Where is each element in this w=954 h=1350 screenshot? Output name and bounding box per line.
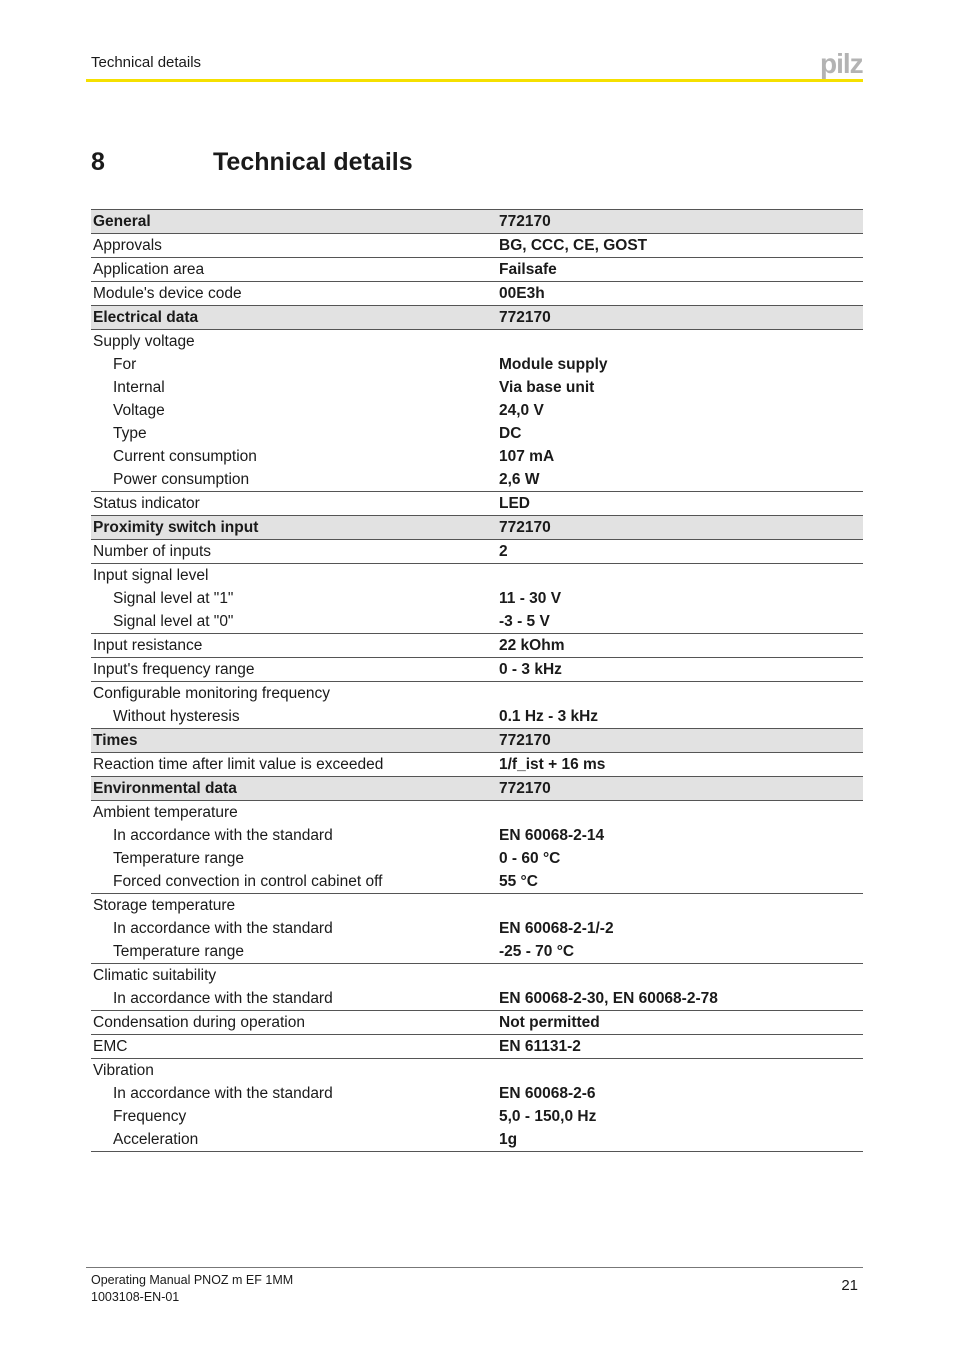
parameter-label: In accordance with the standard	[113, 1085, 333, 1102]
parameter-label: Vibration	[91, 1059, 497, 1083]
parameter-value: Module supply	[499, 356, 608, 373]
pilz-logo: pilz	[820, 48, 863, 79]
section-title: General	[91, 210, 497, 234]
table-row	[91, 282, 863, 306]
parameter-value: 11 - 30 V	[499, 590, 562, 607]
table-row	[91, 658, 863, 682]
parameter-label: Temperature range	[113, 850, 244, 867]
parameter-label: Signal level at "0"	[113, 613, 234, 630]
table-subrow	[91, 587, 863, 610]
parameter-value: EN 61131-2	[497, 1035, 863, 1059]
table-row	[91, 540, 863, 564]
table-row	[91, 894, 863, 918]
parameter-value: -25 - 70 °C	[499, 943, 575, 960]
section-header-row	[91, 516, 863, 540]
parameter-value: 0.1 Hz - 3 kHz	[499, 708, 599, 725]
parameter-value	[497, 564, 863, 588]
table-row	[91, 564, 863, 588]
parameter-value: 24,0 V	[499, 402, 544, 419]
parameter-label: Storage temperature	[91, 894, 497, 918]
parameter-value: EN 60068-2-14	[499, 827, 605, 844]
parameter-value: EN 60068-2-30, EN 60068-2-78	[499, 990, 718, 1007]
parameter-label: In accordance with the standard	[113, 827, 333, 844]
parameter-label: Input signal level	[91, 564, 497, 588]
parameter-label: Condensation during operation	[91, 1011, 497, 1035]
table-row	[91, 258, 863, 282]
parameter-label: Climatic suitability	[91, 964, 497, 988]
table-row	[91, 964, 863, 988]
parameter-value: Not permitted	[497, 1011, 863, 1035]
parameter-value: EN 60068-2-1/-2	[499, 920, 614, 937]
parameter-value	[497, 330, 863, 354]
parameter-label: Status indicator	[91, 492, 497, 516]
parameter-value: Failsafe	[497, 258, 863, 282]
parameter-label: Without hysteresis	[113, 708, 240, 725]
footer-document-id: 1003108-EN-01	[91, 1290, 180, 1304]
table-subrow	[91, 705, 863, 729]
parameter-value: BG, CCC, CE, GOST	[497, 234, 863, 258]
table-subrow	[91, 399, 863, 422]
parameter-value	[497, 1059, 863, 1083]
table-subrow	[91, 847, 863, 870]
parameter-label: Forced convection in control cabinet off	[113, 873, 383, 890]
parameter-label: In accordance with the standard	[113, 990, 333, 1007]
table-subrow	[91, 1105, 863, 1128]
section-title: Environmental data	[91, 777, 497, 801]
section-title: Times	[91, 729, 497, 753]
footer-manual-title: Operating Manual PNOZ m EF 1MM	[91, 1273, 294, 1287]
parameter-value	[497, 964, 863, 988]
parameter-value: 1/f_ist + 16 ms	[497, 753, 863, 777]
parameter-label: Input resistance	[91, 634, 497, 658]
technical-details-table	[91, 209, 863, 1152]
table-row	[91, 492, 863, 516]
table-subrow	[91, 1128, 863, 1152]
table-subrow	[91, 376, 863, 399]
parameter-label: Reaction time after limit value is exceeded	[91, 753, 497, 777]
section-header-row	[91, 210, 863, 234]
parameter-label: Type	[113, 425, 147, 442]
parameter-label: EMC	[91, 1035, 497, 1059]
page-number: 21	[841, 1277, 858, 1294]
parameter-value: Via base unit	[499, 379, 595, 396]
chapter-number: 8	[91, 148, 105, 176]
parameter-value: 55 °C	[499, 873, 538, 890]
parameter-label: Acceleration	[91, 1128, 497, 1152]
parameter-label: Number of inputs	[91, 540, 497, 564]
parameter-value: 22 kOhm	[497, 634, 863, 658]
table-subrow	[91, 422, 863, 445]
parameter-value: 107 mA	[499, 448, 555, 465]
parameter-label: Module's device code	[91, 282, 497, 306]
table-row	[91, 330, 863, 354]
section-title: Proximity switch input	[91, 516, 497, 540]
table-subrow	[91, 445, 863, 468]
table-subrow	[91, 917, 863, 940]
table-row	[91, 234, 863, 258]
table-row	[91, 1035, 863, 1059]
table-subrow	[91, 987, 863, 1011]
section-product-number: 772170	[497, 516, 863, 540]
parameter-label: Ambient temperature	[91, 801, 497, 825]
header-divider	[86, 79, 863, 82]
table-row	[91, 1011, 863, 1035]
table-subrow	[91, 1082, 863, 1105]
parameter-value: 2,6 W	[499, 471, 540, 488]
section-product-number: 772170	[497, 210, 863, 234]
parameter-value: EN 60068-2-6	[499, 1085, 596, 1102]
table-row	[91, 634, 863, 658]
table-subrow	[91, 468, 863, 492]
section-product-number: 772170	[497, 777, 863, 801]
table-row	[91, 753, 863, 777]
parameter-label: Application area	[91, 258, 497, 282]
running-header-title: Technical details	[91, 54, 202, 71]
section-header-row	[91, 777, 863, 801]
parameter-label: Internal	[113, 379, 165, 396]
parameter-value: 0 - 3 kHz	[497, 658, 863, 682]
section-product-number: 772170	[497, 306, 863, 330]
parameter-value: 2	[497, 540, 863, 564]
parameter-label: Temperature range	[113, 943, 244, 960]
section-title: Electrical data	[91, 306, 497, 330]
table-subrow	[91, 610, 863, 634]
parameter-value	[497, 682, 863, 706]
parameter-value: 1g	[497, 1128, 863, 1152]
parameter-value: 00E3h	[497, 282, 863, 306]
parameter-value: -3 - 5 V	[499, 613, 550, 630]
table-subrow	[91, 824, 863, 847]
parameter-value	[497, 894, 863, 918]
section-header-row	[91, 729, 863, 753]
parameter-label: Voltage	[113, 402, 165, 419]
parameter-value: 5,0 - 150,0 Hz	[499, 1108, 597, 1125]
parameter-value	[497, 801, 863, 825]
parameter-label: Current consumption	[113, 448, 257, 465]
table-subrow	[91, 353, 863, 376]
chapter-title: Technical details	[213, 148, 413, 176]
parameter-label: Frequency	[113, 1108, 187, 1125]
parameter-value: 0 - 60 °C	[499, 850, 561, 867]
parameter-label: Configurable monitoring frequency	[91, 682, 497, 706]
parameter-value: DC	[499, 425, 522, 442]
parameter-label: Input's frequency range	[91, 658, 497, 682]
table-subrow	[91, 870, 863, 894]
parameter-label: Power consumption	[113, 471, 250, 488]
table-row	[91, 801, 863, 825]
table-row	[91, 1059, 863, 1083]
parameter-label: Signal level at "1"	[113, 590, 234, 607]
footer-divider	[86, 1267, 863, 1268]
section-product-number: 772170	[497, 729, 863, 753]
section-header-row	[91, 306, 863, 330]
table-subrow	[91, 940, 863, 964]
parameter-label: In accordance with the standard	[113, 920, 333, 937]
table-row	[91, 682, 863, 706]
parameter-label: Supply voltage	[91, 330, 497, 354]
parameter-label: For	[113, 356, 137, 373]
parameter-label: Approvals	[91, 234, 497, 258]
parameter-value: LED	[497, 492, 863, 516]
